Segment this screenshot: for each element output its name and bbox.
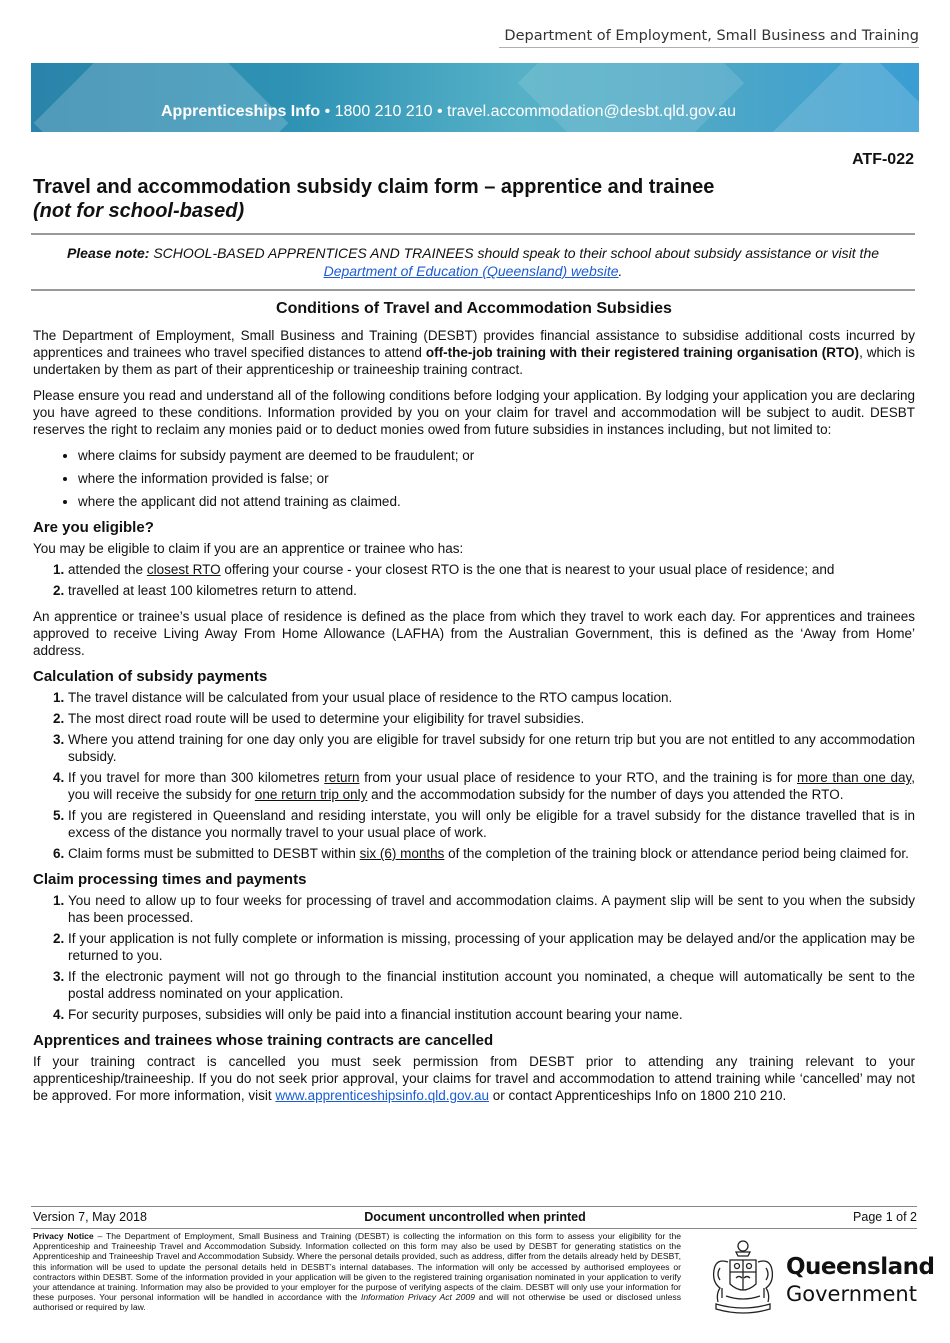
- header-banner: [31, 63, 919, 132]
- eligible-list: [33, 561, 915, 599]
- banner-phone: 1800 210 210: [334, 103, 433, 120]
- cancelled-heading: Apprentices and trainees whose training contracts are cancelled: [33, 1032, 494, 1049]
- list-item: 2. The most direct road route will be used to determine your eligibility for travel subsidies.: [53, 711, 585, 726]
- page-subtitle: (not for school-based): [33, 200, 245, 222]
- eligible-intro: You may be eligible to claim if you are an apprentice or trainee who has:: [33, 541, 464, 556]
- conditions-para-2: Please ensure you read and understand all of the following conditions before lodging your application. By lodging your application you are declaring you have agreed to these conditions. Information provided by you on your claim for travel and accommodation will be subject to audit. DESBT reserves the right to reclaim any monies paid or to deduct monies owed from future subsidies in instances including, but not limited to:: [33, 388, 915, 437]
- list-item: • where claims for subsidy payment are deemed to be fraudulent; or: [78, 447, 915, 464]
- list-item: 3. Where you attend training for one day only you are eligible for travel subsidy for one return trip but you are not entitled to any accommodation subsidy.: [53, 732, 915, 764]
- list-item: • where the applicant did not attend training as claimed.: [78, 493, 915, 510]
- list-item: • where the information provided is false; or: [78, 470, 915, 487]
- claims-heading: Claim processing times and payments: [33, 871, 307, 888]
- queensland-government-logo: [706, 1238, 935, 1318]
- list-item: 3. If the electronic payment will not go through to the financial institution account you nominated, a cheque will automatically be sent to the postal address nominated on your application.: [53, 969, 915, 1001]
- please-note: Please note: SCHOOL-BASED APPRENTICES AND TRAINEES should speak to their school about subsidy assistance or visit the Department of Education (Queensland) website.: [66, 245, 880, 279]
- claims-list: [33, 892, 915, 1023]
- list-item: 1. You need to allow up to four weeks for processing of travel and accommodation claims. A payment slip will be sent to you when the subsidy has been processed.: [53, 893, 915, 925]
- list-item: 4. For security purposes, subsidies will only be paid into a financial institution account bearing your name.: [53, 1007, 683, 1022]
- cancelled-para: If your training contract is cancelled you must seek permission from DESBT prior to attending any training relevant to your apprenticeship/traineeship. If you do not seek prior approval, your claims for travel and accommodation to attend training while ‘cancelled’ may not be approved. For more information, visit www.apprenticeshipsinfo.qld.gov.au or contact Apprenticeships Info on 1800 210 210.: [33, 1054, 915, 1103]
- queensland-coat-of-arms-icon: [706, 1238, 780, 1318]
- list-item: 5. If you are registered in Queensland and residing interstate, you will only be eligible for a travel subsidy for the distance travelled that is in excess of the distance you normally travel to your usual place of work.: [53, 808, 915, 840]
- logo-word-government: Government: [786, 1282, 917, 1306]
- eligible-heading: Are you eligible?: [33, 519, 154, 536]
- page-title: Travel and accommodation subsidy claim form – apprentice and trainee (not for school-based): [33, 175, 893, 223]
- list-item: 6. Claim forms must be submitted to DESBT within six (6) months of the completion of the training block or attendance period being claimed for.: [53, 846, 909, 861]
- page-number: Page 1 of 2: [853, 1210, 917, 1224]
- logo-word-queensland: Queensland: [786, 1254, 935, 1280]
- calculation-heading: Calculation of subsidy payments: [33, 668, 268, 685]
- list-item: 4. If you travel for more than 300 kilometres return from your usual place of residence to your RTO, and the training is for more than one day, you will receive the subsidy for one return trip only and the accommodation subsidy for the number of days you attended the RTO.: [53, 770, 915, 802]
- conditions-para-1: The Department of Employment, Small Business and Training (DESBT) provides financial assistance to subsidise additional costs incurred by apprentices and trainees who travel specified distances to attend off-the-job training with their registered training organisation (RTO), which is undertaken by them as part of their apprenticeship or traineeship training contract.: [33, 328, 915, 377]
- divider: [31, 233, 915, 235]
- education-website-link[interactable]: Department of Education (Queensland) website: [323, 263, 619, 279]
- privacy-notice: Privacy Notice – The Department of Employment, Small Business and Training (DESBT) is collecting the information on this form to assess your eligibility for the Apprenticeship and Traineeship Travel and Accommodation Subsidy. Information collected on this form may also be used by DESBT for generating statistics on the Apprenticeship and Traineeship Travel and Accommodation Subsidy. Where the personal details provided, such as address, differ from the details already held by DESBT, this information will be used to update the personal details held in DESBT’s internal databases. The information will only be accessed by authorised employees or contractors within DESBT. Some of the information provided in your application will be given to the registered training organisation nominated in your application to verify your attendance at training. Information may also be provided to your employer for the purpose of verifying aspects of the claim. DESBT will only use your information for these purposes. Your personal information will be handled in accordance with the Information Privacy Act 2009 and will not otherwise be used or disclosed unless authorised or required by law.: [33, 1231, 681, 1313]
- list-item: 1. The travel distance will be calculated from your usual place of residence to the RTO campus location.: [53, 690, 673, 705]
- form-code: ATF-022: [852, 151, 914, 168]
- banner-title: Apprenticeships Info: [161, 103, 321, 120]
- banner-email[interactable]: travel.accommodation@desbt.qld.gov.au: [447, 103, 736, 120]
- list-item: 1. attended the closest RTO offering your course - your closest RTO is the one that is nearest to your usual place of residence; and: [53, 562, 835, 577]
- conditions-heading: Conditions of Travel and Accommodation Subsidies: [276, 300, 672, 317]
- calculation-list: [33, 689, 915, 862]
- version-info: Version 7, May 2018: [33, 1210, 147, 1224]
- residence-definition: An apprentice or trainee’s usual place of residence is defined as the place from which they travel to work each day. For apprentices and trainees approved to receive Living Away From Home Allowance (LAFHA) from the Australian Government, this is defined as the ‘Away from Home’ address.: [33, 609, 915, 658]
- apprenticeships-info-link[interactable]: www.apprenticeshipsinfo.qld.gov.au: [275, 1088, 489, 1103]
- department-name: Department of Employment, Small Business and Training: [499, 28, 919, 48]
- main-content: [33, 300, 915, 1113]
- uncontrolled-notice: Document uncontrolled when printed: [364, 1210, 586, 1224]
- divider: [31, 1228, 917, 1229]
- list-item: 2. If your application is not fully complete or information is missing, processing of your application may be delayed and/or the application may be returned to you.: [53, 931, 915, 963]
- list-item: 2. travelled at least 100 kilometres return to attend.: [53, 583, 357, 598]
- conditions-list: [33, 447, 915, 510]
- divider: [31, 1206, 917, 1207]
- banner-contact: Apprenticeships Info • 1800 210 210 • travel.accommodation@desbt.qld.gov.au: [161, 103, 736, 120]
- divider: [31, 289, 915, 291]
